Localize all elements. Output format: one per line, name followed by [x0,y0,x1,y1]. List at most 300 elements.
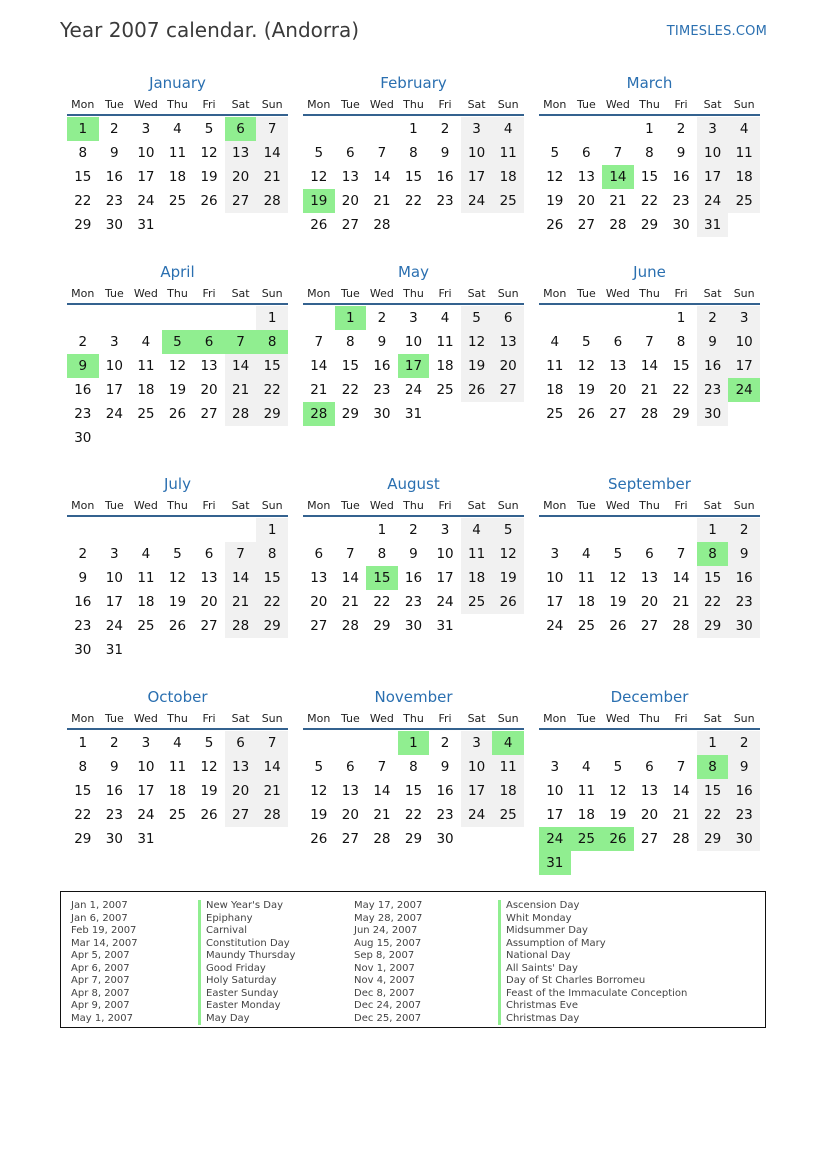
day-cell: 8 [676,334,686,350]
day-cell: 24 [697,189,729,213]
day-cell: 21 [256,779,288,803]
day-cell: 19 [461,354,493,378]
month-divider [539,303,760,305]
day-cell: 27 [640,831,659,847]
day-cell: 21 [310,382,328,398]
week-row [539,590,760,614]
holiday-day-cell: 4 [492,731,524,755]
week-row [67,141,288,165]
month-name: October [147,688,208,706]
day-cell: 17 [105,382,123,398]
day-cell: 1 [645,121,654,137]
empty-day [193,426,225,450]
day-cell: 25 [546,406,564,422]
weekday-label: Sun [261,286,283,300]
month-name: April [160,263,195,281]
day-cell: 26 [546,217,564,233]
day-cell: 6 [492,306,524,330]
weekday-label: Mon [307,711,331,725]
day-cell: 11 [436,334,454,350]
day-cell: 11 [577,783,595,799]
day-cell: 21 [256,165,288,189]
day-cell: 7 [314,334,324,350]
day-cell: 8 [645,145,654,161]
day-cell: 30 [74,430,92,446]
day-cell: 25 [436,382,454,398]
day-cell: 15 [256,566,288,590]
legend-date: Apr 7, 2007 [71,975,130,986]
legend-date: Mar 14, 2007 [71,937,138,949]
day-cell: 5 [613,546,623,562]
day-cell: 9 [440,145,450,161]
weekday-label: Mon [543,498,567,512]
brand-link[interactable]: TIMESLES.COM [666,24,767,39]
weekday-label: Tue [340,498,360,512]
week-row [539,827,760,851]
day-cell: 19 [609,594,627,610]
day-cell: 16 [728,779,760,803]
weekday-label: Mon [71,97,95,111]
week-row [303,590,524,614]
day-cell: 13 [492,330,524,354]
empty-day [193,827,225,851]
day-cell: 14 [640,358,659,374]
day-cell: 15 [404,169,423,185]
day-cell: 1 [256,306,288,330]
weekday-label: Wed [605,286,630,300]
weekday-label: Sun [261,711,283,725]
day-cell: 3 [697,117,729,141]
month-september [539,473,760,638]
day-cell: 12 [461,330,493,354]
holiday-day-cell: 8 [256,330,288,354]
day-cell: 9 [110,759,119,775]
day-cell: 28 [640,406,659,422]
empty-day [303,117,335,141]
day-cell: 30 [105,217,123,233]
week-row [539,117,760,141]
day-cell: 31 [436,618,454,634]
day-cell: 5 [582,334,591,350]
weekday-label: Fri [202,97,216,111]
day-cell: 14 [373,783,391,799]
day-cell: 23 [105,193,123,209]
legend-date: Apr 8, 2007 [71,987,130,999]
day-cell: 15 [404,783,423,799]
legend-date: Dec 25, 2007 [354,1012,422,1024]
day-cell: 16 [436,783,454,799]
legend-date: Jun 24, 2007 [354,925,418,936]
day-cell: 13 [341,169,359,185]
legend-holiday-name: Carnival [206,925,247,936]
month-name: January [149,74,206,92]
weekday-label: Sat [467,711,486,725]
week-row [539,518,760,542]
week-row [67,638,288,662]
day-cell: 18 [492,779,524,803]
month-name: June [633,263,666,281]
day-cell: 14 [672,783,690,799]
week-row [539,189,760,213]
empty-day [162,827,194,851]
day-cell: 18 [137,594,155,610]
day-cell: 4 [582,759,591,775]
empty-day [602,518,634,542]
month-april [67,261,288,450]
weekday-label: Sat [703,286,722,300]
week-row [303,189,524,213]
week-row [67,566,288,590]
legend-holiday-name: Holy Saturday [206,975,277,986]
holiday-day-cell: 31 [539,851,571,875]
week-row [67,189,288,213]
day-cell: 7 [256,117,288,141]
day-cell: 26 [168,406,187,422]
day-cell: 4 [141,546,151,562]
day-cell: 11 [546,358,564,374]
day-cell: 5 [204,121,214,137]
weekday-label: Sun [497,97,519,111]
legend-holiday-name: Easter Sunday [206,987,279,999]
day-cell: 29 [672,406,690,422]
day-cell: 19 [609,807,627,823]
empty-day [429,213,461,237]
month-june [539,261,760,426]
day-cell: 17 [461,779,493,803]
legend-date: May 28, 2007 [354,912,423,924]
weekday-label: Sat [467,97,486,111]
empty-day [728,213,760,237]
month-december [539,686,760,875]
day-cell: 29 [697,827,729,851]
day-cell: 22 [256,378,288,402]
empty-day [634,518,666,542]
day-cell: 28 [672,831,690,847]
empty-day [571,306,603,330]
day-cell: 30 [373,406,391,422]
month-divider [67,728,288,730]
empty-day [225,827,257,851]
holiday-day-cell: 6 [193,330,225,354]
day-cell: 20 [200,382,218,398]
week-row [303,117,524,141]
empty-day [130,306,162,330]
legend-date: Dec 8, 2007 [354,987,415,999]
day-cell: 22 [640,193,659,209]
empty-day [728,851,760,875]
week-row [67,213,288,237]
day-cell: 19 [168,382,187,398]
empty-day [634,731,666,755]
empty-day [571,851,603,875]
weekday-label: Tue [576,498,596,512]
empty-day [571,117,603,141]
empty-day [335,117,367,141]
day-cell: 2 [728,731,760,755]
week-row [539,165,760,189]
empty-day [162,306,194,330]
holiday-day-cell: 1 [67,117,99,141]
empty-day [492,213,524,237]
day-cell: 26 [577,406,595,422]
weekday-label: Mon [307,498,331,512]
day-cell: 8 [78,759,88,775]
day-cell: 31 [697,213,729,237]
week-row [303,566,524,590]
holiday-day-cell: 9 [67,354,99,378]
day-cell: 1 [377,522,387,538]
day-cell: 29 [256,402,288,426]
day-cell: 16 [672,169,690,185]
day-cell: 14 [256,141,288,165]
empty-day [225,638,257,662]
week-row [539,779,760,803]
empty-day [162,426,194,450]
weekday-header [303,283,524,303]
holiday-legend [60,891,766,1028]
empty-day [461,402,493,426]
day-cell: 24 [546,618,564,634]
weekday-label: Fri [674,711,688,725]
day-cell: 2 [676,121,686,137]
day-cell: 11 [137,358,155,374]
day-cell: 24 [461,803,493,827]
day-cell: 19 [546,193,564,209]
day-cell: 5 [550,145,560,161]
weekday-label: Fri [202,498,216,512]
week-row [67,165,288,189]
month-divider [67,303,288,305]
legend-holiday-name: Constitution Day [206,937,290,949]
weekday-label: Mon [307,286,331,300]
day-cell: 3 [141,735,151,751]
day-cell: 10 [436,546,454,562]
weekday-label: Wed [133,498,158,512]
week-row [67,402,288,426]
legend-holiday-name: All Saints' Day [506,962,578,974]
day-cell: 4 [582,546,591,562]
week-row [67,731,288,755]
day-cell: 21 [225,378,257,402]
day-cell: 30 [436,831,454,847]
month-divider [303,728,524,730]
day-cell: 18 [461,566,493,590]
day-cell: 17 [461,165,493,189]
day-cell: 17 [137,783,155,799]
day-cell: 23 [728,803,760,827]
day-cell: 8 [409,145,418,161]
weekday-label: Wed [605,498,630,512]
empty-day [303,518,335,542]
week-row [67,378,288,402]
weekday-label: Wed [133,711,158,725]
day-cell: 27 [640,618,659,634]
day-cell: 23 [697,378,729,402]
week-row [67,755,288,779]
day-cell: 10 [728,330,760,354]
week-row [303,213,524,237]
day-cell: 17 [546,594,564,610]
day-cell: 22 [373,594,391,610]
holiday-day-cell: 15 [366,566,398,590]
day-cell: 1 [676,310,686,326]
day-cell: 20 [341,193,359,209]
week-row [67,779,288,803]
legend-dates-col-2 [354,900,422,1025]
empty-day [335,518,367,542]
legend-date: Jan 6, 2007 [71,912,128,924]
empty-day [162,638,194,662]
day-cell: 25 [137,406,155,422]
empty-day [256,827,288,851]
day-cell: 21 [373,193,391,209]
day-cell: 25 [168,193,187,209]
day-cell: 30 [728,614,760,638]
day-cell: 7 [676,546,686,562]
week-row [303,518,524,542]
empty-day [256,426,288,450]
empty-day [602,117,634,141]
day-cell: 16 [105,783,123,799]
day-cell: 15 [697,566,729,590]
day-cell: 5 [314,759,324,775]
day-cell: 9 [440,759,450,775]
holiday-day-cell: 28 [303,402,335,426]
day-cell: 29 [697,614,729,638]
day-cell: 2 [110,121,119,137]
day-cell: 7 [377,759,387,775]
day-cell: 13 [609,358,627,374]
week-row [67,827,288,851]
day-cell: 27 [341,217,359,233]
day-cell: 30 [697,402,729,426]
day-cell: 1 [78,735,88,751]
day-cell: 26 [310,831,328,847]
day-cell: 20 [200,594,218,610]
empty-day [571,518,603,542]
day-cell: 25 [728,189,760,213]
legend-date: Aug 15, 2007 [354,937,422,949]
day-cell: 13 [225,755,257,779]
day-cell: 19 [310,807,328,823]
week-row [539,614,760,638]
empty-day [193,306,225,330]
empty-day [665,851,697,875]
day-cell: 12 [310,783,328,799]
weekday-label: Sun [497,286,519,300]
weekday-label: Thu [639,711,660,725]
month-name: November [374,688,453,706]
day-cell: 30 [728,827,760,851]
day-cell: 29 [256,614,288,638]
day-cell: 25 [492,189,524,213]
day-cell: 2 [110,735,119,751]
weekday-label: Thu [167,286,188,300]
day-cell: 27 [492,378,524,402]
empty-day [602,851,634,875]
day-cell: 15 [697,779,729,803]
legend-date: Dec 24, 2007 [354,1000,422,1011]
day-cell: 27 [225,189,257,213]
day-cell: 29 [373,618,391,634]
empty-day [225,213,257,237]
day-cell: 23 [436,193,454,209]
empty-day [162,518,194,542]
weekday-label: Fri [438,286,452,300]
day-cell: 18 [577,807,595,823]
month-divider [539,515,760,517]
weekday-header [539,94,760,114]
day-cell: 22 [74,807,92,823]
day-cell: 13 [640,783,659,799]
weekday-label: Mon [71,286,95,300]
day-cell: 17 [436,570,454,586]
month-october [67,686,288,851]
week-row [539,354,760,378]
week-row [539,755,760,779]
day-cell: 16 [697,354,729,378]
day-cell: 9 [110,145,119,161]
week-row [67,354,288,378]
weekday-label: Sat [703,498,722,512]
day-cell: 2 [78,334,88,350]
empty-day [697,851,729,875]
day-cell: 3 [461,731,493,755]
weekday-label: Wed [369,286,394,300]
month-august [303,473,524,638]
weekday-label: Sat [703,97,722,111]
week-row [539,402,760,426]
day-cell: 10 [546,570,564,586]
day-cell: 21 [225,590,257,614]
empty-day [398,213,430,237]
day-cell: 8 [377,546,387,562]
week-row [303,378,524,402]
day-cell: 27 [200,618,218,634]
day-cell: 3 [409,310,418,326]
day-cell: 29 [74,217,92,233]
day-cell: 1 [409,121,418,137]
day-cell: 12 [200,145,218,161]
day-cell: 17 [546,807,564,823]
day-cell: 17 [697,165,729,189]
week-row [539,542,760,566]
day-cell: 18 [137,382,155,398]
empty-day [461,614,493,638]
week-row [303,330,524,354]
day-cell: 16 [74,594,92,610]
day-cell: 22 [697,803,729,827]
day-cell: 5 [461,306,493,330]
weekday-label: Mon [543,286,567,300]
empty-day [303,306,335,330]
empty-day [335,731,367,755]
day-cell: 10 [697,141,729,165]
week-row [67,117,288,141]
month-divider [67,515,288,517]
day-cell: 28 [225,402,257,426]
weekday-label: Mon [71,711,95,725]
weekday-label: Sun [261,97,283,111]
week-row [67,614,288,638]
legend-holiday-name: Whit Monday [506,912,572,924]
day-cell: 2 [697,306,729,330]
day-cell: 21 [373,807,391,823]
empty-day [193,213,225,237]
day-cell: 5 [314,145,324,161]
empty-day [665,731,697,755]
legend-holiday-name: Epiphany [206,912,253,924]
